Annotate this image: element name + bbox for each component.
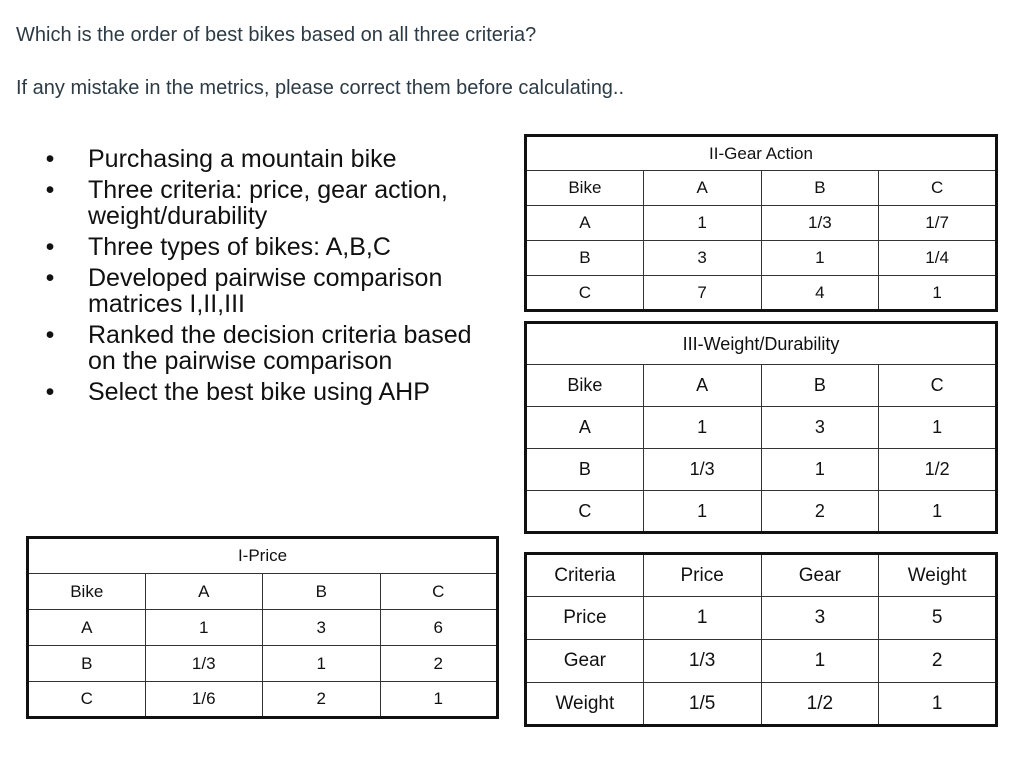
table-cell: 1 bbox=[761, 449, 879, 491]
header-cell: Gear bbox=[761, 554, 879, 597]
table-cell: 7 bbox=[643, 276, 761, 311]
table-cell: 5 bbox=[879, 597, 997, 640]
table-cell: 1 bbox=[879, 276, 997, 311]
table-row bbox=[526, 241, 997, 276]
table-cell: 1 bbox=[263, 646, 381, 682]
table-row bbox=[526, 491, 997, 533]
header-cell: C bbox=[879, 365, 997, 407]
table-cell: 1/6 bbox=[145, 682, 263, 718]
row-label-cell: A bbox=[28, 610, 146, 646]
header-cell: B bbox=[263, 574, 381, 610]
table-cell: 1/3 bbox=[145, 646, 263, 682]
header-cell: Criteria bbox=[526, 554, 644, 597]
header-cell: A bbox=[643, 171, 761, 206]
bullet-text: Developed pairwise comparison matrices I,II,III bbox=[88, 264, 443, 318]
bullet-list bbox=[40, 146, 480, 410]
table-cell: 1 bbox=[643, 491, 761, 533]
row-label-cell: A bbox=[526, 407, 644, 449]
table-header-row bbox=[526, 365, 997, 407]
bullet-dot: • bbox=[45, 378, 55, 406]
header-cell: Price bbox=[643, 554, 761, 597]
bullet-text: Three criteria: price, gear action, weight/durability bbox=[88, 176, 448, 230]
bullet-dot: • bbox=[45, 321, 55, 349]
table-cell: 3 bbox=[263, 610, 381, 646]
table-cell: 1/2 bbox=[879, 449, 997, 491]
header-cell: C bbox=[380, 574, 498, 610]
table-title: II-Gear Action bbox=[526, 136, 997, 171]
question-text: Which is the order of best bikes based on all three criteria? bbox=[16, 24, 537, 46]
table-title-row bbox=[526, 136, 997, 171]
gear-action-table bbox=[524, 134, 998, 312]
bullet-dot: • bbox=[45, 264, 55, 292]
table-row bbox=[526, 407, 997, 449]
table-header-row bbox=[526, 554, 997, 597]
bullet-text: Select the best bike using AHP bbox=[88, 378, 430, 406]
criteria-table bbox=[524, 552, 998, 727]
table-cell: 1 bbox=[380, 682, 498, 718]
table-cell: 2 bbox=[263, 682, 381, 718]
table-row bbox=[526, 597, 997, 640]
table-cell: 1 bbox=[879, 407, 997, 449]
table-row bbox=[28, 610, 498, 646]
table-cell: 4 bbox=[761, 276, 879, 311]
bullet-dot: • bbox=[45, 176, 55, 204]
table-cell: 1 bbox=[643, 597, 761, 640]
table-row bbox=[28, 646, 498, 682]
table-row bbox=[526, 206, 997, 241]
list-item bbox=[40, 265, 480, 317]
table-cell: 2 bbox=[879, 640, 997, 683]
bullet-text: Ranked the decision criteria based on the pairwise comparison bbox=[88, 321, 472, 375]
list-item bbox=[40, 322, 480, 374]
table-row bbox=[526, 276, 997, 311]
row-label-cell: Gear bbox=[526, 640, 644, 683]
table-header-row bbox=[526, 171, 997, 206]
row-label-cell: B bbox=[526, 449, 644, 491]
row-label-cell: C bbox=[526, 276, 644, 311]
row-label-cell: C bbox=[28, 682, 146, 718]
table-title: I-Price bbox=[28, 538, 498, 574]
header-cell: C bbox=[879, 171, 997, 206]
table-title-row bbox=[526, 323, 997, 365]
row-label-cell: A bbox=[526, 206, 644, 241]
header-cell: B bbox=[761, 365, 879, 407]
row-label-cell: C bbox=[526, 491, 644, 533]
list-item bbox=[40, 146, 480, 172]
row-label-cell: Weight bbox=[526, 683, 644, 726]
row-label-cell: Price bbox=[526, 597, 644, 640]
header-cell: B bbox=[761, 171, 879, 206]
header-cell: Bike bbox=[526, 171, 644, 206]
table-row bbox=[526, 640, 997, 683]
list-item bbox=[40, 177, 480, 229]
table-cell: 1/3 bbox=[643, 640, 761, 683]
table-cell: 6 bbox=[380, 610, 498, 646]
header-cell: Weight bbox=[879, 554, 997, 597]
table-cell: 2 bbox=[761, 491, 879, 533]
table-title: III-Weight/Durability bbox=[526, 323, 997, 365]
table-cell: 3 bbox=[761, 597, 879, 640]
table-cell: 1 bbox=[643, 206, 761, 241]
header-cell: Bike bbox=[28, 574, 146, 610]
list-item bbox=[40, 234, 480, 260]
instruction-text: If any mistake in the metrics, please correct them before calculating.. bbox=[16, 77, 625, 99]
bullet-text: Three types of bikes: A,B,C bbox=[88, 233, 391, 261]
table-cell: 1/7 bbox=[879, 206, 997, 241]
table-cell: 1 bbox=[643, 407, 761, 449]
table-title-row bbox=[28, 538, 498, 574]
header-cell: A bbox=[643, 365, 761, 407]
table-cell: 1/5 bbox=[643, 683, 761, 726]
table-cell: 1/4 bbox=[879, 241, 997, 276]
price-table bbox=[26, 536, 499, 719]
header-cell: Bike bbox=[526, 365, 644, 407]
bullet-text: Purchasing a mountain bike bbox=[88, 145, 397, 173]
list-item bbox=[40, 379, 480, 405]
table-cell: 3 bbox=[761, 407, 879, 449]
weight-durability-table bbox=[524, 321, 998, 534]
table-cell: 1 bbox=[761, 241, 879, 276]
table-cell: 1 bbox=[761, 640, 879, 683]
table-cell: 1 bbox=[879, 491, 997, 533]
table-row bbox=[28, 682, 498, 718]
table-cell: 1 bbox=[145, 610, 263, 646]
header-cell: A bbox=[145, 574, 263, 610]
row-label-cell: B bbox=[526, 241, 644, 276]
table-header-row bbox=[28, 574, 498, 610]
table-row bbox=[526, 449, 997, 491]
bullet-dot: • bbox=[45, 145, 55, 173]
table-cell: 1 bbox=[879, 683, 997, 726]
table-cell: 1/3 bbox=[761, 206, 879, 241]
table-cell: 2 bbox=[380, 646, 498, 682]
table-cell: 1/3 bbox=[643, 449, 761, 491]
table-cell: 1/2 bbox=[761, 683, 879, 726]
table-cell: 3 bbox=[643, 241, 761, 276]
table-row bbox=[526, 683, 997, 726]
bullet-dot: • bbox=[45, 233, 55, 261]
row-label-cell: B bbox=[28, 646, 146, 682]
